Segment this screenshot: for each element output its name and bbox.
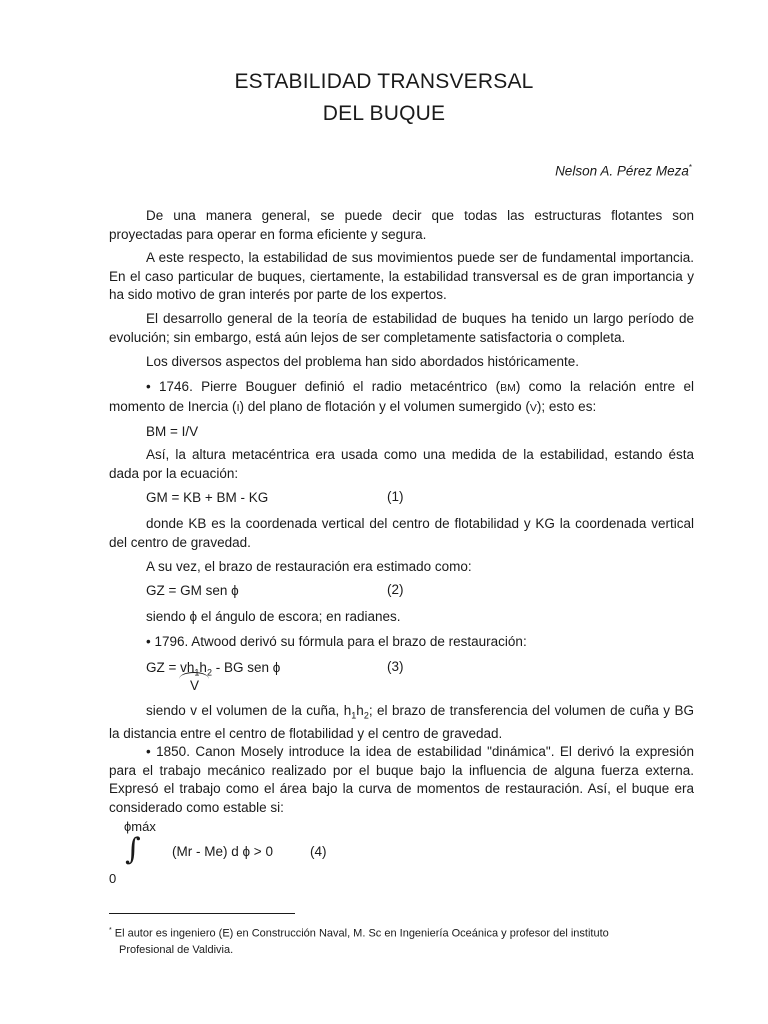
- equation-4: (Mr - Me) d ϕ > 0: [172, 844, 273, 859]
- eq3-vh: vh: [180, 660, 195, 675]
- equation-2-number: (2): [387, 582, 404, 597]
- p11-sub-2: 2: [363, 710, 369, 721]
- integral-upper-limit: ϕmáx: [124, 819, 156, 834]
- paragraph-2: A este respecto, la estabilidad de sus movimientos puede ser de fundamental importancia. En el caso particular de buques, ciertamente, la estabilidad transversal es de gran importancia y ha sido motivo de gran interés por parte de los expertos.: [109, 250, 694, 302]
- eq3-left: GZ =: [146, 660, 181, 675]
- paragraph-8: A su vez, el brazo de restauración era estimado como:: [146, 559, 472, 574]
- bouguer-text-a: • 1746. Pierre Bouguer definió el radio metacéntrico (: [146, 379, 501, 394]
- paragraph-10: • 1796. Atwood derivó su fórmula para el brazo de restauración:: [146, 634, 527, 649]
- p11-sub-1: 1: [351, 710, 357, 721]
- paragraph-3: El desarrollo general de la teoría de estabilidad de buques ha tenido un largo período de evolución; sin embargo, está aún lejos de ser completamente satisfactoria o completa.: [109, 311, 694, 345]
- paragraph-11: [109, 702, 694, 744]
- paragraph-4: Los diversos aspectos del problema han sido abordados históricamente.: [146, 354, 580, 369]
- author-footnote-mark[interactable]: *: [688, 163, 692, 172]
- equation-4-number: (4): [310, 844, 327, 859]
- bouguer-i: I: [236, 401, 240, 414]
- bouguer-text-b: ) como la relación entre el momento de Inercia (: [109, 379, 694, 414]
- author-name: Nelson A. Pérez Meza: [555, 163, 689, 179]
- eq3-sub-1: 1: [194, 667, 200, 678]
- paragraph-9: siendo ϕ el ángulo de escora; en radianes.: [146, 609, 401, 624]
- paragraph-12: • 1850. Canon Mosely introduce la idea de estabilidad "dinámica". El derivó la expresión para el trabajo mecánico realizado por el buque bajo la influencia de alguna fuerza externa. Expresó el trabajo como el área bajo la curva de momentos de restauración. Así, el buque era considerado como estable si:: [109, 744, 694, 815]
- bouguer-bm: BM: [500, 382, 516, 394]
- eq3-sub-2: 2: [206, 667, 212, 678]
- integral-lower-limit: 0: [109, 871, 117, 886]
- author: [555, 163, 692, 179]
- p11-text-b: h: [356, 703, 364, 718]
- title-line-1: ESTABILIDAD TRANSVERSAL: [234, 70, 534, 93]
- eq3-right: - BG sen ϕ: [211, 660, 281, 675]
- footnote-mark: *: [109, 927, 112, 934]
- paragraph-1: De una manera general, se puede decir que todas las estructuras flotantes son proyectadas para operar en forma eficiente y segura.: [109, 208, 694, 242]
- paragraph-6: Así, la altura metacéntrica era usada como una medida de la estabilidad, estando ésta dada por la ecuación:: [109, 447, 694, 481]
- bouguer-text-c: ) del plano de flotación y el volumen sumergido (: [239, 398, 530, 414]
- equation-3-number: (3): [387, 659, 404, 674]
- equation-1-number: (1): [387, 489, 404, 504]
- bouguer-v: V: [529, 401, 537, 414]
- equation-bm: BM = I/V: [146, 424, 199, 439]
- equation-3-denominator: V: [190, 678, 200, 693]
- integral-sign: ∫: [125, 832, 141, 867]
- footnote-line-2: Profesional de Valdivia.: [119, 943, 234, 956]
- eq3-h: h: [199, 660, 207, 675]
- footnote-divider: [109, 913, 295, 914]
- bouguer-text-d: ); esto es:: [536, 398, 597, 414]
- title-line-2: DEL BUQUE: [322, 102, 446, 125]
- equation-1: GM = KB + BM - KG: [146, 490, 269, 505]
- paragraph-bouguer: [109, 378, 694, 417]
- equation-3: [146, 659, 280, 682]
- footnote-line-1: El autor es ingeniero (E) en Construcción Naval, M. Sc en Ingeniería Oceánica y profesor del instituto: [114, 927, 609, 940]
- footnote: [109, 923, 694, 958]
- p11-text-c: ; el brazo de transferencia del volumen de cuña y BG la distancia entre el centro de flotabilidad y el centro de gravedad.: [109, 703, 694, 742]
- p11-text-a: siendo v el volumen de la cuña, h: [146, 703, 352, 718]
- equation-2: GZ = GM sen ϕ: [146, 583, 239, 598]
- paragraph-7: donde KB es la coordenada vertical del centro de flotabilidad y KG la coordenada vertical del centro de gravedad.: [109, 516, 694, 550]
